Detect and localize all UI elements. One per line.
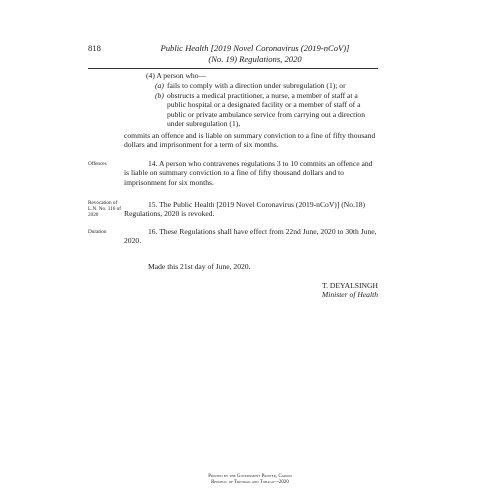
running-title-line-1: Public Health [2019 Novel Coronavirus (2019-nCoV)] — [160, 43, 350, 53]
margin-note-revocation: Revocation of L.N. No. 116 of 2020 — [88, 200, 121, 219]
signatory-title: Minister of Health — [321, 290, 378, 300]
regulation-15: 15. The Public Health [2019 Novel Coronavirus (2019-nCoV)] (No.18) Regulations, 2020 is revoked. — [124, 200, 366, 219]
page-number: 818 — [88, 43, 101, 53]
paragraph-a-label: (a) — [155, 81, 164, 90]
margin-note-offences: Offences — [88, 161, 107, 167]
margin-note-duration: Duration — [88, 229, 107, 235]
paragraph-b-text: obstructs a medical practitioner, a nurse, a member of staff at a public hospital or a designated facility or a member of staff of a public or private ambulance service from carrying out a direction under subregulation (1), — [167, 91, 365, 129]
regulation-16: 16. These Regulations shall have effect from 22nd June, 2020 to 30th June, 2020. — [124, 227, 377, 246]
running-header — [88, 42, 378, 69]
made-date: Made this 21st day of June, 2020. — [148, 262, 251, 271]
running-title — [132, 43, 378, 65]
running-title-line-2: (No. 19) Regulations, 2020 — [208, 54, 302, 64]
paragraph-a-text: fails to comply with a direction under subregulation (1); or — [167, 81, 346, 90]
signatory-name: T. DEYALSINGH — [322, 281, 378, 290]
subregulation-4-intro: (4) A person who— — [146, 71, 207, 80]
footer-line-1: Printed by the Government Printer, Caroni — [208, 474, 292, 479]
signatory-block — [258, 281, 378, 300]
paragraph-b-label: (b) — [155, 91, 164, 100]
regulation-14: 14. A person who contravenes regulations 3 to 10 commits an offence and is liable on summary conviction to a fine of fifty thousand dollars and to imprisonment for six months. — [124, 159, 373, 187]
footer-line-2: Republic of Trinidad and Tobago—2020 — [211, 480, 289, 485]
subregulation-4-closing: commits an offence and is liable on summary conviction to a fine of fifty thousand dollars and imprisonment for a term of six months. — [124, 131, 376, 150]
printer-footer — [100, 474, 400, 486]
